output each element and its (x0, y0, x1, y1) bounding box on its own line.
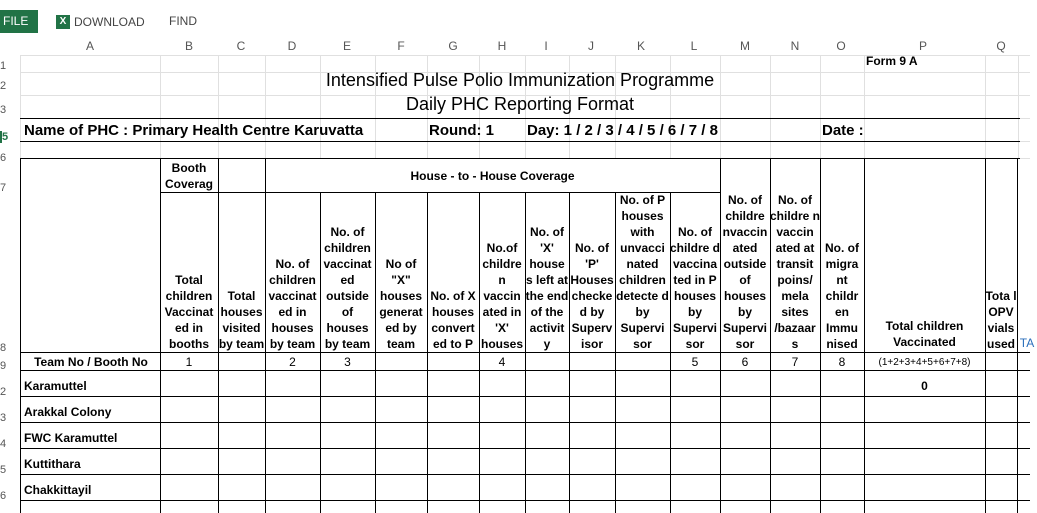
row-header[interactable]: 5 (0, 464, 7, 476)
column-title: No. of X houses convert ed to P (430, 289, 476, 351)
karamuttel-total: 0 (921, 379, 928, 393)
formula-label: (1+2+3+4+5+6+7+8) (878, 357, 971, 368)
find-button[interactable]: FIND (169, 14, 197, 28)
column-header-G[interactable]: G (448, 39, 458, 53)
table-border (20, 158, 21, 513)
column-header-B[interactable]: B (184, 39, 193, 53)
file-tab[interactable]: FILE (0, 10, 38, 33)
ta-text: TA (1019, 336, 1035, 350)
table-border (427, 192, 428, 513)
column-header-H[interactable]: H (497, 39, 507, 53)
column-title: No. of children vaccinat ed in houses by team (268, 257, 317, 351)
team-row-label: Arakkal Colony (24, 405, 112, 419)
download-label: DOWNLOAD (74, 15, 145, 29)
column-header-L[interactable]: L (690, 39, 698, 53)
date-label: Date : (822, 122, 864, 139)
table-border (20, 158, 1020, 159)
table-border (375, 192, 376, 513)
day-label: Day: 1 / 2 / 3 / 4 / 5 / 6 / 7 / 8 (527, 122, 718, 139)
row-header[interactable]: 4 (0, 438, 7, 450)
column-header-C[interactable]: C (236, 39, 246, 53)
team-row-label: FWC Karamuttel (24, 431, 118, 445)
team-row-label: Kuttithara (24, 457, 81, 471)
title-1: Intensified Pulse Polio Immunization Programme (325, 70, 715, 90)
column-number: 7 (791, 355, 799, 369)
row-header[interactable]: 8 (0, 342, 7, 354)
column-title: No. of childre d vaccina ted in P houses by Supervi sor (670, 225, 721, 351)
column-header-J[interactable]: J (588, 39, 594, 53)
total-vaccinated-header: Total children Vaccinated (885, 319, 964, 349)
round-label: Round: 1 (429, 122, 494, 139)
row-header[interactable]: 6 (0, 152, 7, 164)
team-row-label: Karamuttel (24, 379, 87, 393)
row-header[interactable]: 3 (0, 412, 7, 424)
column-number: 5 (691, 355, 699, 369)
team-row-label: Chakkittayil (24, 483, 92, 497)
title-2: Daily PHC Reporting Format (405, 94, 635, 114)
column-title: No. of children vaccinat ed outside of houses by team (323, 225, 372, 351)
column-number: 6 (741, 355, 749, 369)
column-header-K[interactable]: K (636, 39, 645, 53)
booth-coverage-header: Booth Coverag (164, 161, 214, 191)
column-header-N[interactable]: N (790, 39, 800, 53)
column-header-O[interactable]: O (836, 39, 846, 53)
column-number: 4 (498, 355, 506, 369)
row-header[interactable]: 2 (0, 386, 7, 398)
column-header-I[interactable]: I (544, 39, 548, 53)
column-title: Total children Vaccinat ed in booths (164, 273, 214, 351)
column-title: No.of childre n vaccin ated in 'X' houses (480, 241, 523, 351)
column-title: No. of childre n vaccin ated at transit poins/ mela sites /bazaar s (770, 193, 821, 351)
column-title: No. of migra nt childr en Immu nised (825, 241, 859, 351)
column-header-D[interactable]: D (287, 39, 297, 53)
team-booth-label: Team No / Booth No (34, 355, 148, 369)
column-header-Q[interactable]: Q (996, 39, 1006, 53)
column-header-A[interactable]: A (85, 39, 94, 53)
ribbon-toolbar (0, 0, 1030, 38)
column-header-M[interactable]: M (740, 39, 750, 53)
row-header[interactable]: 5 (0, 131, 16, 143)
form-label: Form 9 A (866, 54, 918, 68)
column-header-E[interactable]: E (342, 39, 351, 53)
column-number: 2 (289, 355, 296, 369)
row-header[interactable]: 6 (0, 490, 7, 502)
column-title: Tota l OPV vials used (985, 289, 1017, 351)
table-border (20, 141, 1020, 142)
excel-icon: X (56, 15, 70, 29)
download-button[interactable] (56, 12, 145, 32)
house-coverage-header: House - to - House Coverage (410, 169, 575, 183)
row-header[interactable]: 3 (0, 104, 7, 116)
row-header[interactable]: 7 (0, 182, 7, 194)
column-title: Total houses visited by team (218, 289, 265, 351)
column-number: 3 (344, 355, 351, 369)
row-header[interactable]: 1 (0, 60, 7, 72)
column-title: No. of 'P' Houses checke d by Superv isor (570, 241, 614, 351)
column-number: 1 (185, 355, 193, 369)
table-border (160, 192, 265, 193)
row-header[interactable]: 9 (0, 360, 7, 372)
table-border (20, 118, 1020, 119)
column-header-P[interactable]: P (918, 39, 927, 53)
row-header[interactable]: 2 (0, 80, 7, 92)
column-header-F[interactable]: F (397, 39, 405, 53)
column-title: No of "X" houses generat ed by team (379, 257, 423, 351)
column-title: No. of 'X' house s left at the end of the activit y (525, 225, 569, 351)
column-title: No. of P houses with unvacci nated children detecte d by Supervi sor (616, 193, 669, 351)
column-number: 8 (838, 355, 846, 369)
column-title: No. of childre nvaccin ated outside of houses by Supervi sor (722, 193, 768, 351)
phc-name: Name of PHC : Primary Health Centre Karuvatta (24, 122, 364, 139)
